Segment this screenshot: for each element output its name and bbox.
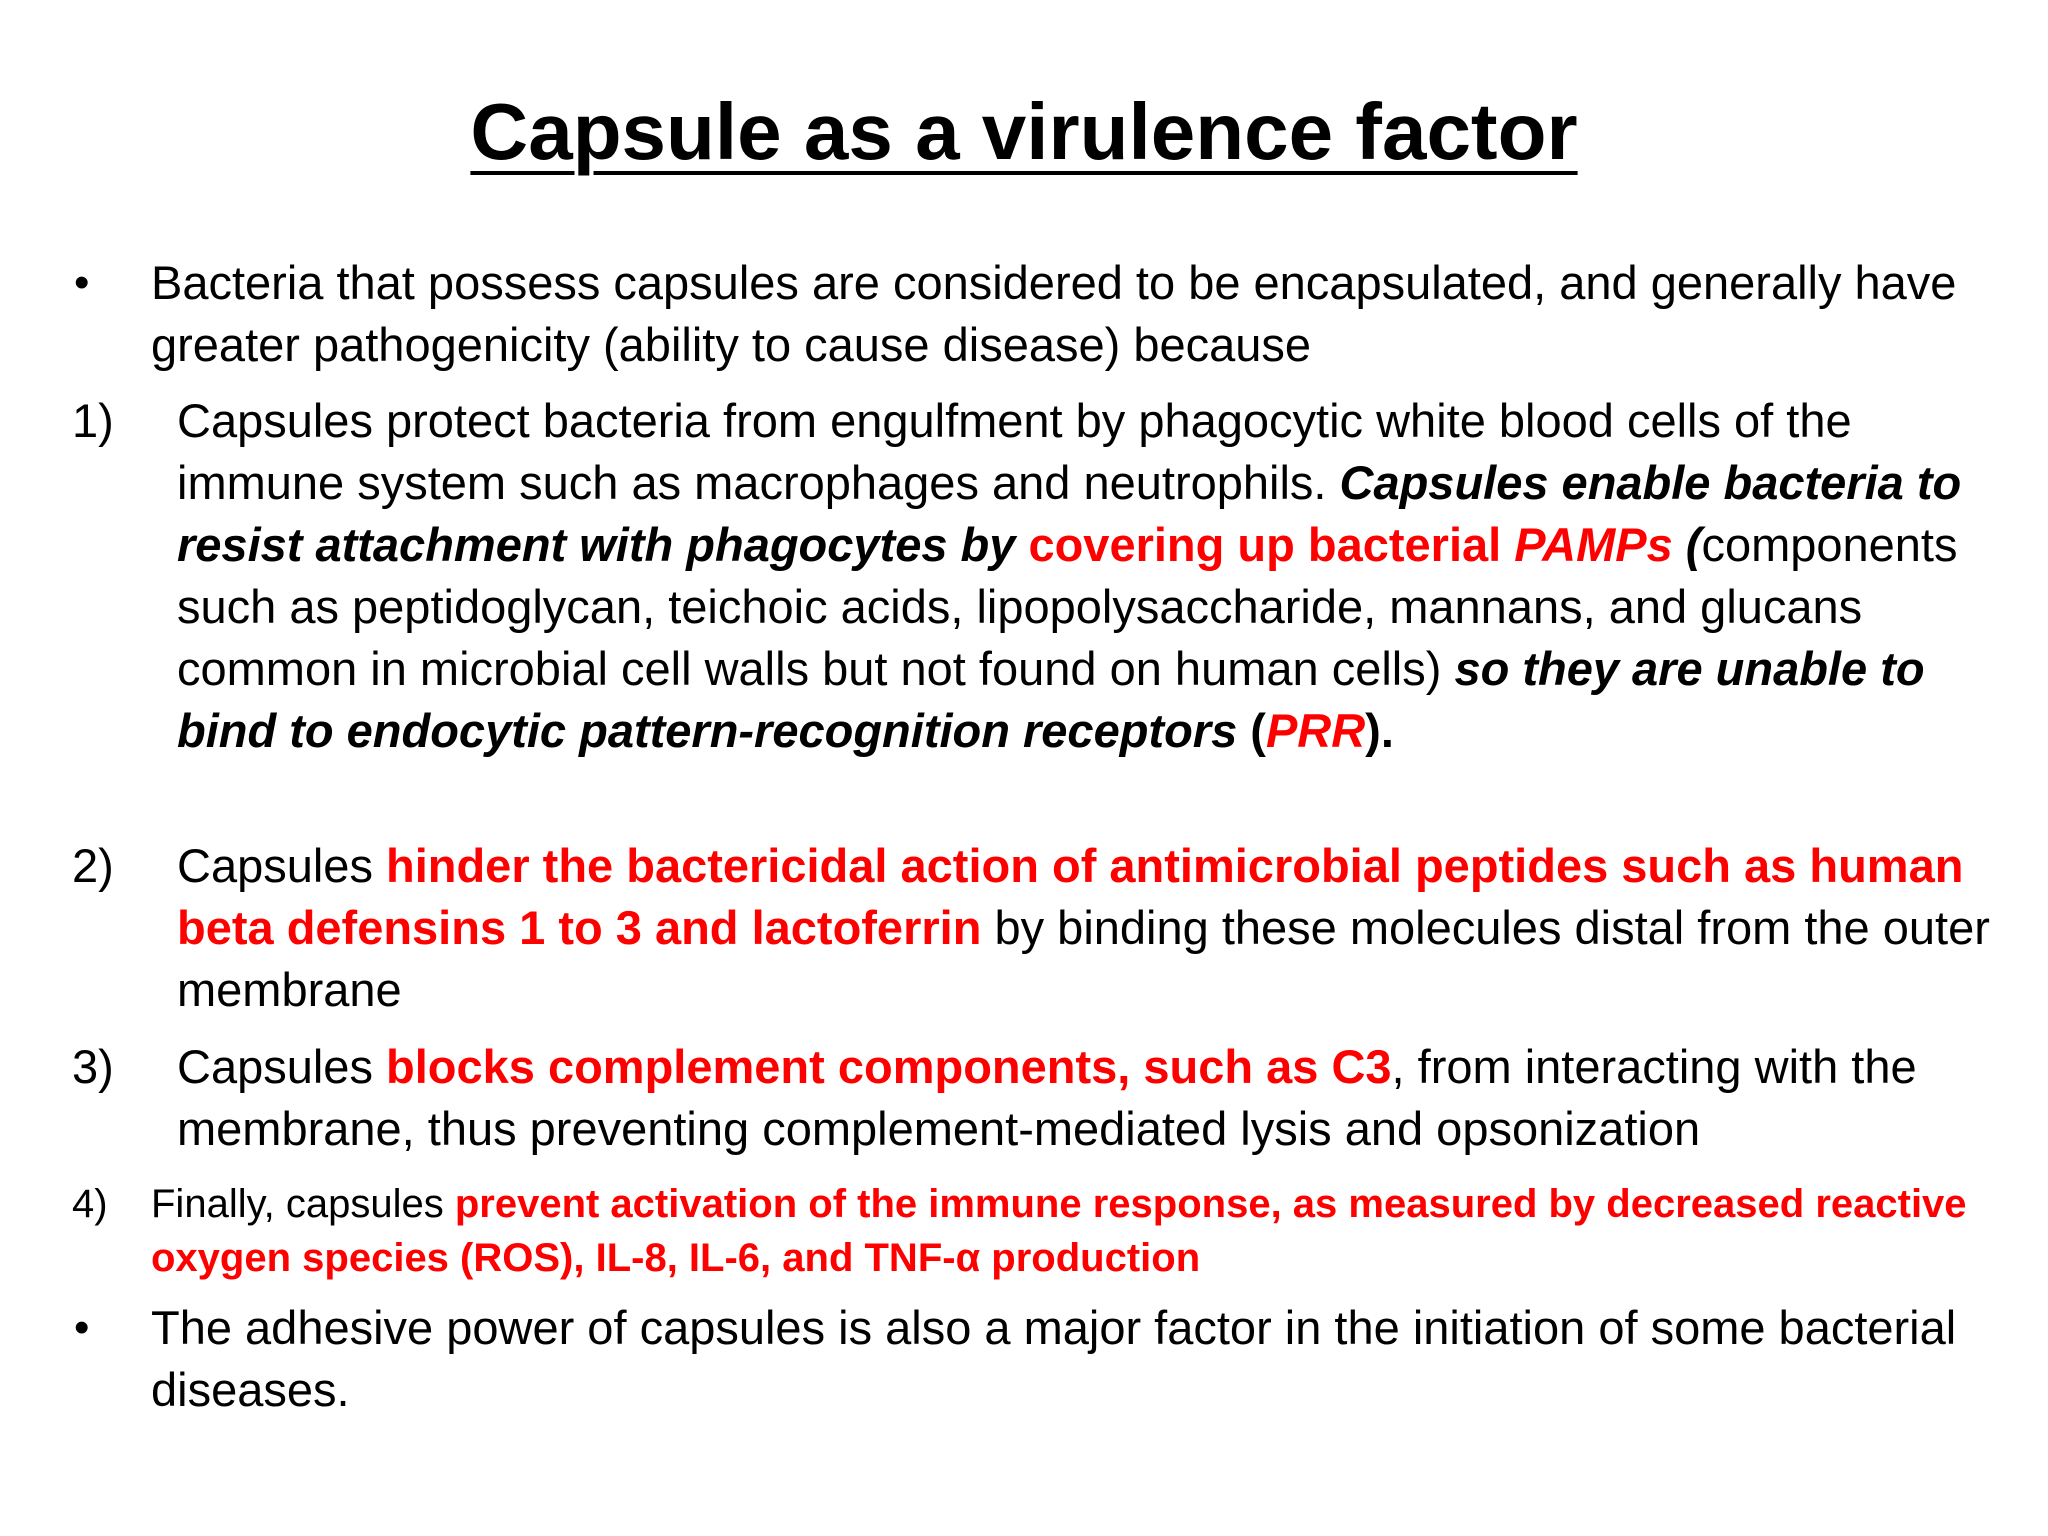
point-3-seg-red: blocks complement components, such as C3 (386, 1040, 1392, 1093)
point-1-seg-pamps: PAMPs (1514, 518, 1673, 571)
point-2-seg-plain: Capsules (177, 839, 386, 892)
point-1-number: 1) (72, 394, 114, 447)
bullet-marker: • (74, 258, 90, 307)
slide-title-text: Capsule as a virulence factor (470, 87, 1578, 176)
point-3-text (177, 1036, 2015, 1160)
point-2-text (177, 835, 2015, 1021)
bullet-marker: • (74, 1303, 90, 1352)
point-4-seg-plain: Finally, capsules (151, 1182, 455, 1226)
point-2-seg-red: hinder the bactericidal action of antimicrobial peptides such as human beta defensins 1 to 3 and lactoferrin (177, 839, 1964, 954)
point-1-seg-red: covering up bacterial (1028, 518, 1515, 571)
outro-bullet-text: The adhesive power of capsules is also a major factor in the initiation of some bacterial diseases. (151, 1301, 1957, 1416)
point-1-text (177, 390, 2015, 762)
point-1-seg-prr: PRR (1265, 704, 1366, 757)
point-4-seg-red: prevent activation of the immune response, as measured by decreased reactive oxygen species (ROS), IL-8, IL-6, and TNF-α production (151, 1182, 1967, 1280)
point-3-number: 3) (72, 1040, 114, 1093)
point-1-seg-open-paren: ( (1672, 518, 1702, 571)
point-4-number: 4) (72, 1182, 108, 1226)
point-3-seg-plain: Capsules (177, 1040, 386, 1093)
intro-bullet-text: Bacteria that possess capsules are considered to be encapsulated, and generally have greater pathogenicity (ability to cause disease) because (151, 256, 1957, 371)
point-3-seg-rest: , from interacting with the membrane, thus preventing complement-mediated lysis and opsonization (177, 1040, 1917, 1155)
point-1-seg-components: components such as peptidoglycan, teichoic acids, lipopolysaccharide, mannans, and glucans common in microbial cell walls but not found on human cells) (177, 518, 1958, 695)
point-1-seg-paren-2: ( (1237, 704, 1266, 757)
point-1-seg-unable-bind: so they are unable to bind to endocytic pattern-recognition receptors (177, 642, 1925, 757)
point-2-seg-rest: by binding these molecules distal from the outer membrane (177, 901, 1990, 1016)
point-4-text (151, 1177, 2011, 1285)
point-1-seg-plain: Capsules protect bacteria from engulfment by phagocytic white blood cells of the immune system such as macrophages and neutrophils. (177, 394, 1852, 509)
slide-title (0, 84, 2048, 180)
point-2-number: 2) (72, 839, 114, 892)
point-1-seg-close: ). (1365, 704, 1394, 757)
point-1-seg-emphasis: Capsules enable bacteria to resist attachment with phagocytes by (177, 456, 1962, 571)
